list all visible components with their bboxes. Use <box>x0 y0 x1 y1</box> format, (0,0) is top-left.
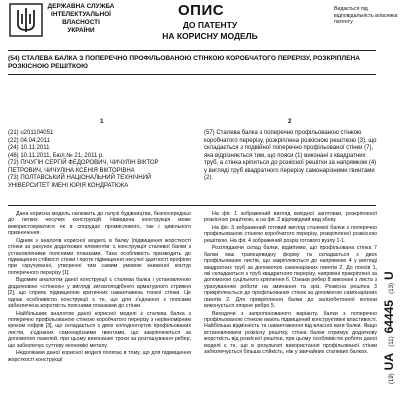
description-right-column <box>204 211 377 357</box>
owner: (73) ПОЛТАВСЬКИЙ НАЦІОНАЛЬНИЙ ТЕХНІЧНИЙ УНІВЕРСИТЕТ ІМЕНІ ЮРІЯ КОНДРАТЮКА <box>8 175 152 189</box>
effective-date: (24) 10.11.2011 <box>8 145 50 151</box>
description-left-column <box>8 211 191 364</box>
document-subtitle <box>150 20 270 42</box>
trident-emblem-icon <box>8 2 44 38</box>
country-code: UA <box>382 352 396 371</box>
patent-number: 64445 <box>382 300 396 334</box>
publication-date: (46) 10.11.2011, Бюл.№ 21, 2011 р. <box>8 152 104 159</box>
country-code-label: (19) <box>389 373 395 384</box>
paragraph: Одним з аналогів корисної моделі, в балку (підвищення жорсткості стінки за рахунок додаткових елементів: є конструкція сталевої балки з установленими поясними планками. Така особливість призводить до підвищення стійкості стінки і проте підвищення несучої здатності профілю при скручуванні, утворенні тим самим умовою зниженої контур поперечного перерізу [1]. <box>8 237 191 276</box>
paragraph: Виходячи з запропонованого варіанту, балки з поперечно профільованою стінкою мають підвищений конструктивні властивості. Найбільша відмінність та навантаження від власної ваги балки. Якщо встановлювати розкісну решітку, стінка балки отримує додаткову жорсткість від розкісної решітки, при цьому особливістю роботи даної моделі є те, що в результаті використання профільованої стінки забезпечується більша стійкість, ніж у звичайних сталевих балках. <box>204 310 377 356</box>
filing-date: (22) 04.04.2011 <box>8 137 50 144</box>
column-number-right: 2 <box>288 118 292 125</box>
paragraph: Розглядаючи склад балки, відмітимо, що профільована стінка 7 балки має трапецевидну форму та складається з двох профільованих листів, що закріплюються до напрямних 4 у вигляді квадратних труб за допомогою самонарізних гвинтів 2. До поясів 1, які складаються з труб квадратного перерізу, напрямні прикріплені за допомогою суцільного кріплення 6. Ознаки ребер 8 виконані з листа з урахуванням роботи на зминання та зріз. Розкісна решітка 3 прикріплюється до профільованих стінок за допомогою самонарізних гвинтів 2. Для прикріплення балки до залізобетонної колони виконується опорне ребро 5. <box>204 245 377 310</box>
paragraph: Дана корисна модель належить до галузі будівництва, безпосередньо до легких несучих конструкцій. Наведена конструкція може використовуватися як в спорудах промислового, так і цивільного призначення. <box>8 211 191 237</box>
utility-model-title: (54) СТАЛЕВА БАЛКА З ПОПЕРЕЧНО ПРОФІЛЬОВАНОЮ СТІНКОЮ КОРОБЧАТОГО ПЕРЕРІЗУ, РОЗКРІПЛЕНА РОЗКІСНОЮ РЕШІТКОЮ <box>8 55 361 71</box>
patent-number-sidebar <box>380 236 398 396</box>
agency-name <box>46 3 116 35</box>
paragraph: Найбільшим аналогом даної корисної моделі є сталева балка з поперечно профільованою стінкою коробчатого перерізу з нерівномірним кроком гофрів [3], що складається з двох холодногнутих профільованих листів, з'єднаних самонарізними гвинтами, що закріплюються за допомогою пазелей, при цьому виконаних трохи за розташування ребер, що забезпечує суттєву економію металу. <box>8 310 191 349</box>
agency-line: УКРАЇНИ <box>67 27 95 34</box>
kind-code: U <box>382 271 396 281</box>
claim-abstract: (57) Сталева балка з поперечно профільованою стінкою коробчатого перерізу, розкріплена розкісною решіткою (3), що складається з подвійної поперечно профільованої стінки (7), яка відрізняється тим, що пояси (1) виконані з квадратних труб, а стінка кріпиться до розкісної решітки за напрямком (4) у вигляді труб квадратного перерізу самонарізними гвинтами (2). <box>204 130 377 181</box>
paragraph: Недоліками даної корисної моделі полягає в тому, що для підвищення жорсткості конструкції <box>8 350 191 363</box>
column-number-left: 1 <box>100 118 104 125</box>
divider <box>8 74 376 75</box>
responsibility-note: Видається під відповідальність власника патенту <box>334 6 398 25</box>
agency-line: ВЛАСНОСТІ <box>62 19 100 26</box>
kind-label: (13) <box>389 283 395 294</box>
agency-line: ІНТЕЛЕКТУАЛЬНОЇ <box>51 11 111 18</box>
application-number: (21) u201104051 <box>8 130 54 136</box>
divider <box>8 205 376 206</box>
subtitle-line: НА КОРИСНУ МОДЕЛЬ <box>162 31 258 41</box>
paragraph: На фіг. 1 зображений вигляд вихідної заготовки, розкріпленої розкісною решіткою, а на фіг. 2 відповідний вид збоку. <box>204 211 377 224</box>
inventors: (72) ПІЧУГІН СЕРГІЙ ФЕДОРОВИЧ, ЧИЧУЛІН ВІКТОР ПЕТРОВИЧ, ЧИЧУЛІНА КСЕНІЯ ВІКТОРІВНА <box>8 160 159 174</box>
subtitle-line: ДО ПАТЕНТУ <box>182 20 238 30</box>
agency-line: ДЕРЖАВНА СЛУЖБА <box>47 3 115 10</box>
document-title: ОПИС <box>178 2 225 19</box>
number-label: (11) <box>389 336 395 347</box>
paragraph: На фіг. 3 зображений готовий вигляд сталевої балки з поперечно профільованою стінкою коробчатого перерізу, розкріпленої розкісною решіткою. На фіг. 4 зображений розріз готового вузлу 1-1. <box>204 225 377 244</box>
divider <box>8 50 376 51</box>
paragraph: Відомим аналогом даної конструкції є сталева балка і установленою додатковою «стінкою» у вигляді зигзагоподібного арматурного стрижня [2], що сприяє підвищенню критичних навантажень тонкої стінки. Це однак особливістю конструкції є те, що для з'єднання з поясами забезпечена жорсткість поясними планками до стінки. <box>8 277 191 310</box>
bibliographic-data <box>8 130 193 190</box>
